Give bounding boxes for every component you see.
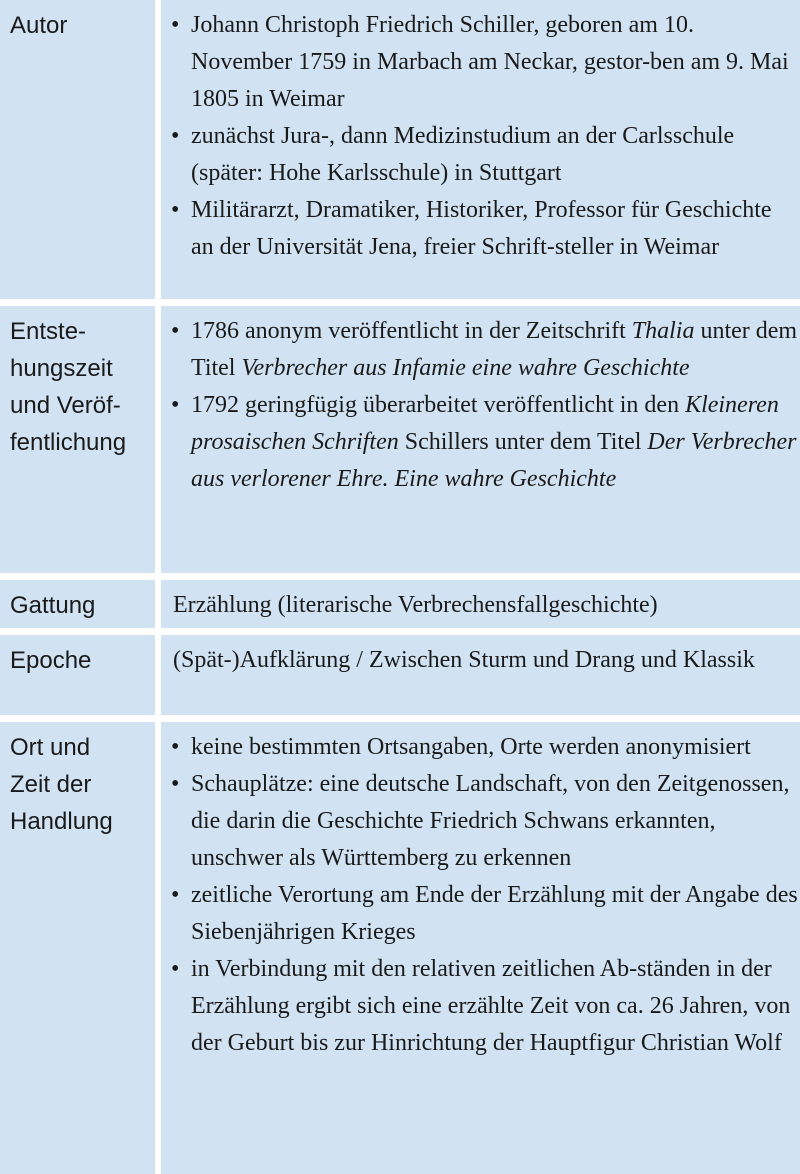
row-content: [161, 0, 800, 299]
list-item: [171, 766, 800, 877]
italic-title-text: Kleineren prosaischen Schriften: [191, 392, 779, 455]
list-item-text: Johann Christoph Friedrich Schiller, geboren am 10. November 1759 in Marbach am Neckar, gestor-ben am 9. Mai 1805 in Weimar: [191, 12, 789, 112]
row-content: [161, 306, 800, 573]
row-autor: [0, 0, 800, 299]
row-label: Entste- hungszeit und Veröf- fentlichung: [0, 306, 155, 573]
list-item: [171, 7, 800, 118]
list-item-text: zunächst Jura-, dann Medizinstudium an der Carlsschule (später: Hohe Karlsschule) in Stuttgart: [191, 123, 735, 186]
list-item: [171, 877, 800, 951]
list-item-text: unter dem Titel: [191, 318, 798, 381]
row-label: Ort und Zeit der Handlung: [0, 722, 155, 1174]
row-label: Epoche: [0, 635, 155, 715]
italic-title-text: Verbrecher aus Infamie eine wahre Geschichte: [241, 355, 690, 381]
list-item: [171, 118, 800, 192]
italic-title-text: Thalia: [631, 318, 695, 344]
list-item-text: 1786 anonym veröffentlicht in der Zeitschrift: [191, 318, 632, 344]
list-item-text: Schauplätze: eine deutsche Landschaft, von den Zeitgenossen, die darin die Geschichte Friedrich Schwans erkannten, unschwer als Württemberg zu erkennen: [191, 771, 790, 871]
row-label: Autor: [0, 0, 155, 299]
row-epoche: [0, 635, 800, 715]
list-item-text: Schillers unter dem Titel: [398, 429, 648, 455]
row-content: (Spät-)Aufklärung / Zwischen Sturm und Drang und Klassik: [161, 635, 800, 715]
row-gattung: [0, 580, 800, 628]
bullet-list: [171, 729, 800, 1062]
bullet-list: [171, 7, 800, 266]
list-item-text: 1792 geringfügig überarbeitet veröffentlicht in den: [191, 392, 686, 418]
list-item: [171, 729, 800, 766]
list-item: [171, 192, 800, 266]
list-item: [171, 313, 800, 387]
row-content: Erzählung (literarische Verbrechensfallgeschichte): [161, 580, 800, 628]
list-item-text: Militärarzt, Dramatiker, Historiker, Professor für Geschichte an der Universität Jena, freier Schrift-steller in Weimar: [191, 197, 772, 260]
list-item: [171, 951, 800, 1062]
italic-title-text: Der Verbrecher aus verlorener Ehre. Eine wahre Geschichte: [191, 429, 797, 492]
list-item-text: in Verbindung mit den relativen zeitlichen Ab-ständen in der Erzählung ergibt sich eine erzählte Zeit von ca. 26 Jahren, von der Geburt bis zur Hinrichtung der Hauptfigur Christian Wolf: [191, 956, 791, 1056]
row-content: [161, 722, 800, 1174]
list-item: [171, 387, 800, 498]
list-item-text: keine bestimmten Ortsangaben, Orte werden anonymisiert: [191, 734, 751, 760]
row-label: Gattung: [0, 580, 155, 628]
row-entstehungszeit: [0, 306, 800, 573]
list-item-text: zeitliche Verortung am Ende der Erzählung mit der Angabe des Siebenjährigen Krieges: [191, 882, 798, 945]
bullet-list: [171, 313, 800, 498]
row-ort-und-zeit: [0, 722, 800, 1174]
